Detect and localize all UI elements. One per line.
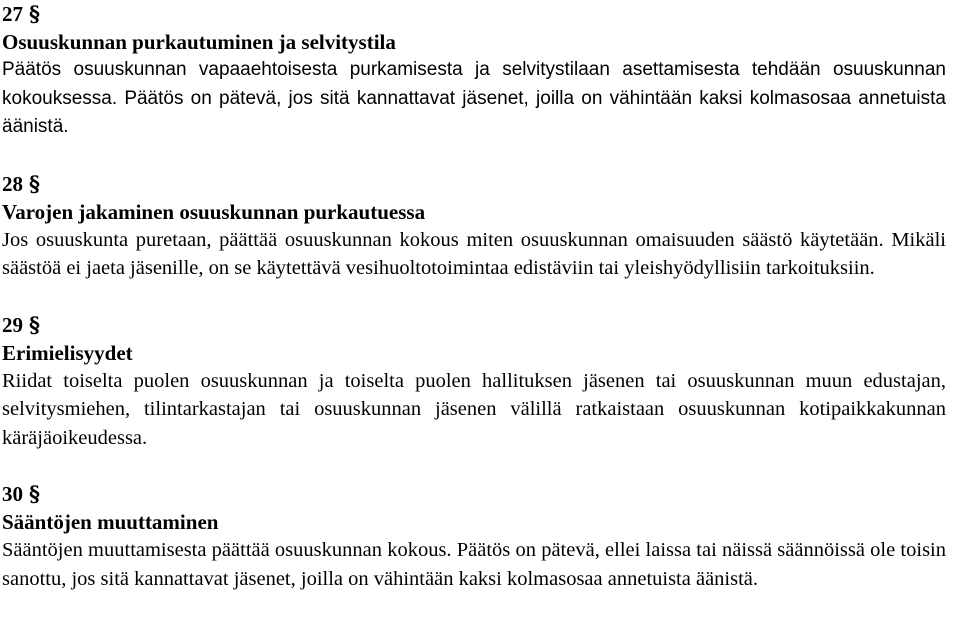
section-number: 29 (2, 312, 23, 337)
section-spacer (2, 452, 946, 480)
section-28 (2, 170, 946, 283)
section-heading (2, 311, 946, 339)
section-number: 30 (2, 482, 23, 506)
section-title: Varojen jakaminen osuuskunnan purkautuessa (2, 199, 426, 224)
section-symbol: § (29, 1, 40, 26)
section-title: Sääntöjen muuttaminen (2, 510, 219, 534)
section-body: Riidat toiselta puolen osuuskunnan ja toiselta puolen hallituksen jäsenen tai osuuskunnan muun edustajan, selvitysmiehen, tilintarkastajan tai osuuskunnan jäsenen välillä ratkaistaan osuuskunnan kotipaikkakunnan käräjäoikeudessa. (2, 369, 946, 449)
section-symbol: § (29, 481, 40, 506)
section-spacer (2, 142, 946, 170)
section-heading (2, 170, 946, 198)
section-spacer (2, 283, 946, 311)
section-number: 28 (2, 171, 23, 196)
section-symbol: § (29, 170, 40, 196)
section-29 (2, 311, 946, 453)
section-body: Päätös osuuskunnan vapaaehtoisesta purkamisesta ja selvitystilaan asettamisesta tehdään osuuskunnan kokouksessa. Päätös on pätevä, jos sitä kannattavat jäsenet, joilla on vähintään kaksi kolmasosaa annetuista äänistä. (2, 59, 946, 137)
section-body: Jos osuuskunta puretaan, päättää osuuskunnan kokous miten osuuskunnan omaisuuden säästö käytetään. Mikäli säästöä ei jaeta jäsenille, on se käytettävä vesihuoltotoimintaa edistäviin tai yleishyödyllisiin tarkoituksiin. (2, 228, 946, 279)
section-heading (2, 0, 946, 28)
section-title: Erimielisyydet (2, 340, 133, 365)
section-30 (2, 480, 946, 593)
section-27 (2, 0, 946, 142)
section-heading (2, 480, 946, 508)
section-body: Sääntöjen muuttamisesta päättää osuuskunnan kokous. Päätös on pätevä, ellei laissa tai näissä säännöissä ole toisin sanottu, jos sitä kannattavat jäsenet, joilla on vähintään kaksi kolmasosaa annetuista äänistä. (2, 539, 946, 590)
section-title: Osuuskunnan purkautuminen ja selvitystila (2, 30, 396, 54)
section-symbol: § (29, 311, 40, 337)
section-number: 27 (2, 2, 23, 26)
